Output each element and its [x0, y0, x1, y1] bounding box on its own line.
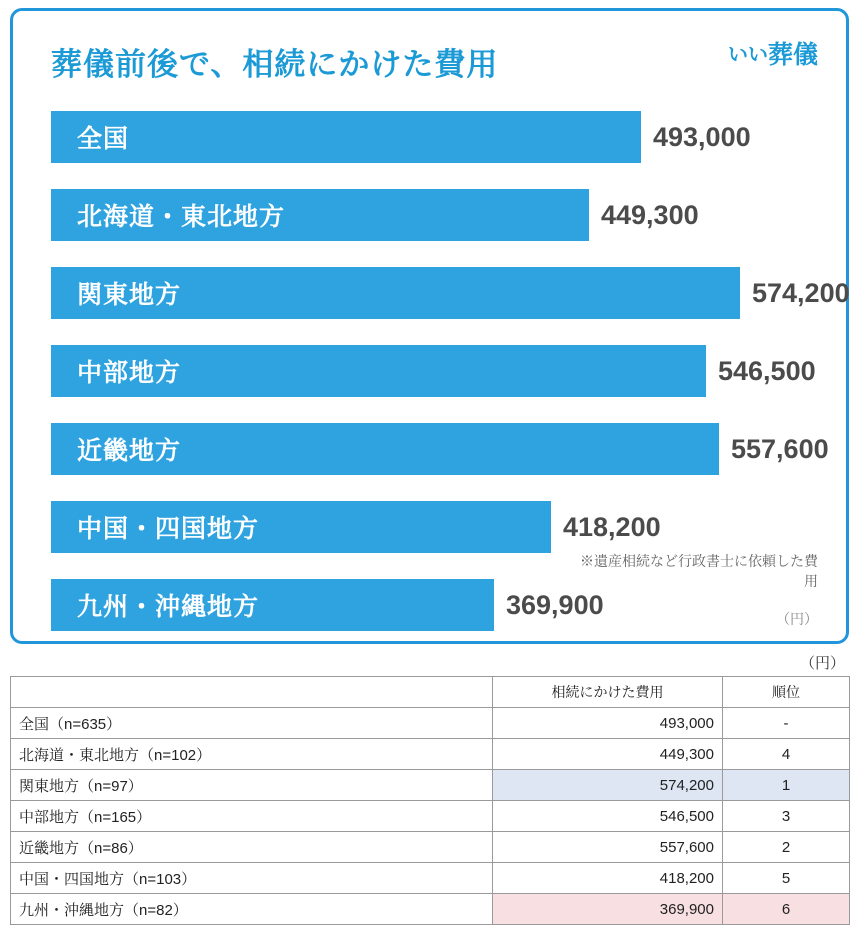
brand-prefix: いい [727, 44, 768, 66]
bar-label: 中部地方 [77, 359, 182, 387]
bar-2 [51, 267, 740, 319]
bar-row [13, 255, 852, 333]
table-row [11, 894, 850, 925]
bar-0 [51, 111, 641, 163]
table-cell-value: 418,200 [493, 863, 723, 894]
chart-unit-label: （円） [776, 611, 818, 627]
table-row [11, 770, 850, 801]
table-cell-rank: - [723, 708, 850, 739]
brand-logo [728, 35, 818, 71]
bar-4 [51, 423, 719, 475]
table-row [11, 801, 850, 832]
table-cell-name: 近畿地方（n=86） [11, 832, 493, 863]
table-header-row [11, 677, 850, 708]
table-row [11, 739, 850, 770]
bar-6 [51, 579, 494, 631]
bar-row [13, 99, 852, 177]
bar-value: 418,200 [563, 511, 661, 542]
table-header-rank: 順位 [723, 677, 850, 708]
table-cell-value: 449,300 [493, 739, 723, 770]
table-cell-name: 中国・四国地方（n=103） [11, 863, 493, 894]
brand-main: 葬儀 [767, 41, 818, 69]
data-table [10, 676, 850, 925]
bar-label: 北海道・東北地方 [77, 203, 286, 231]
table-cell-name: 関東地方（n=97） [11, 770, 493, 801]
table-cell-name: 中部地方（n=165） [11, 801, 493, 832]
bar-value: 557,600 [731, 433, 829, 464]
chart-title: 葬儀前後で、相続にかけた費用 [51, 47, 499, 82]
table-cell-value: 493,000 [493, 708, 723, 739]
table-cell-rank: 1 [723, 770, 850, 801]
bar-value: 574,200 [752, 277, 850, 308]
table-cell-name: 北海道・東北地方（n=102） [11, 739, 493, 770]
table-cell-rank: 4 [723, 739, 850, 770]
table-cell-rank: 5 [723, 863, 850, 894]
table-row [11, 863, 850, 894]
bar-row [13, 411, 852, 489]
bar-1 [51, 189, 589, 241]
table-cell-value: 557,600 [493, 832, 723, 863]
chart-note: ※遺産相続など行政書士に依頼した費用 [580, 553, 818, 590]
bar-label: 関東地方 [77, 281, 182, 309]
bar-label: 全国 [77, 125, 130, 153]
table-header-cost: 相続にかけた費用 [493, 677, 723, 708]
table-row [11, 708, 850, 739]
table-row [11, 832, 850, 863]
table-cell-rank: 6 [723, 894, 850, 925]
bar-row [13, 177, 852, 255]
bar-5 [51, 501, 551, 553]
bar-value: 449,300 [601, 199, 699, 230]
table-unit-label: （円） [799, 655, 845, 672]
bar-row [13, 333, 852, 411]
bar-value: 369,900 [506, 589, 604, 620]
bar-label: 近畿地方 [77, 437, 182, 465]
table-cell-value: 574,200 [493, 770, 723, 801]
bar-value: 546,500 [718, 355, 816, 386]
table-cell-name: 全国（n=635） [11, 708, 493, 739]
table-cell-rank: 3 [723, 801, 850, 832]
chart-card [10, 8, 849, 644]
bar-3 [51, 345, 706, 397]
table-cell-name: 九州・沖縄地方（n=82） [11, 894, 493, 925]
bar-value: 493,000 [653, 121, 751, 152]
table-cell-value: 369,900 [493, 894, 723, 925]
bar-label: 九州・沖縄地方 [77, 593, 260, 621]
table-header-name [11, 677, 493, 708]
bar-label: 中国・四国地方 [77, 515, 260, 543]
table-cell-value: 546,500 [493, 801, 723, 832]
table-cell-rank: 2 [723, 832, 850, 863]
